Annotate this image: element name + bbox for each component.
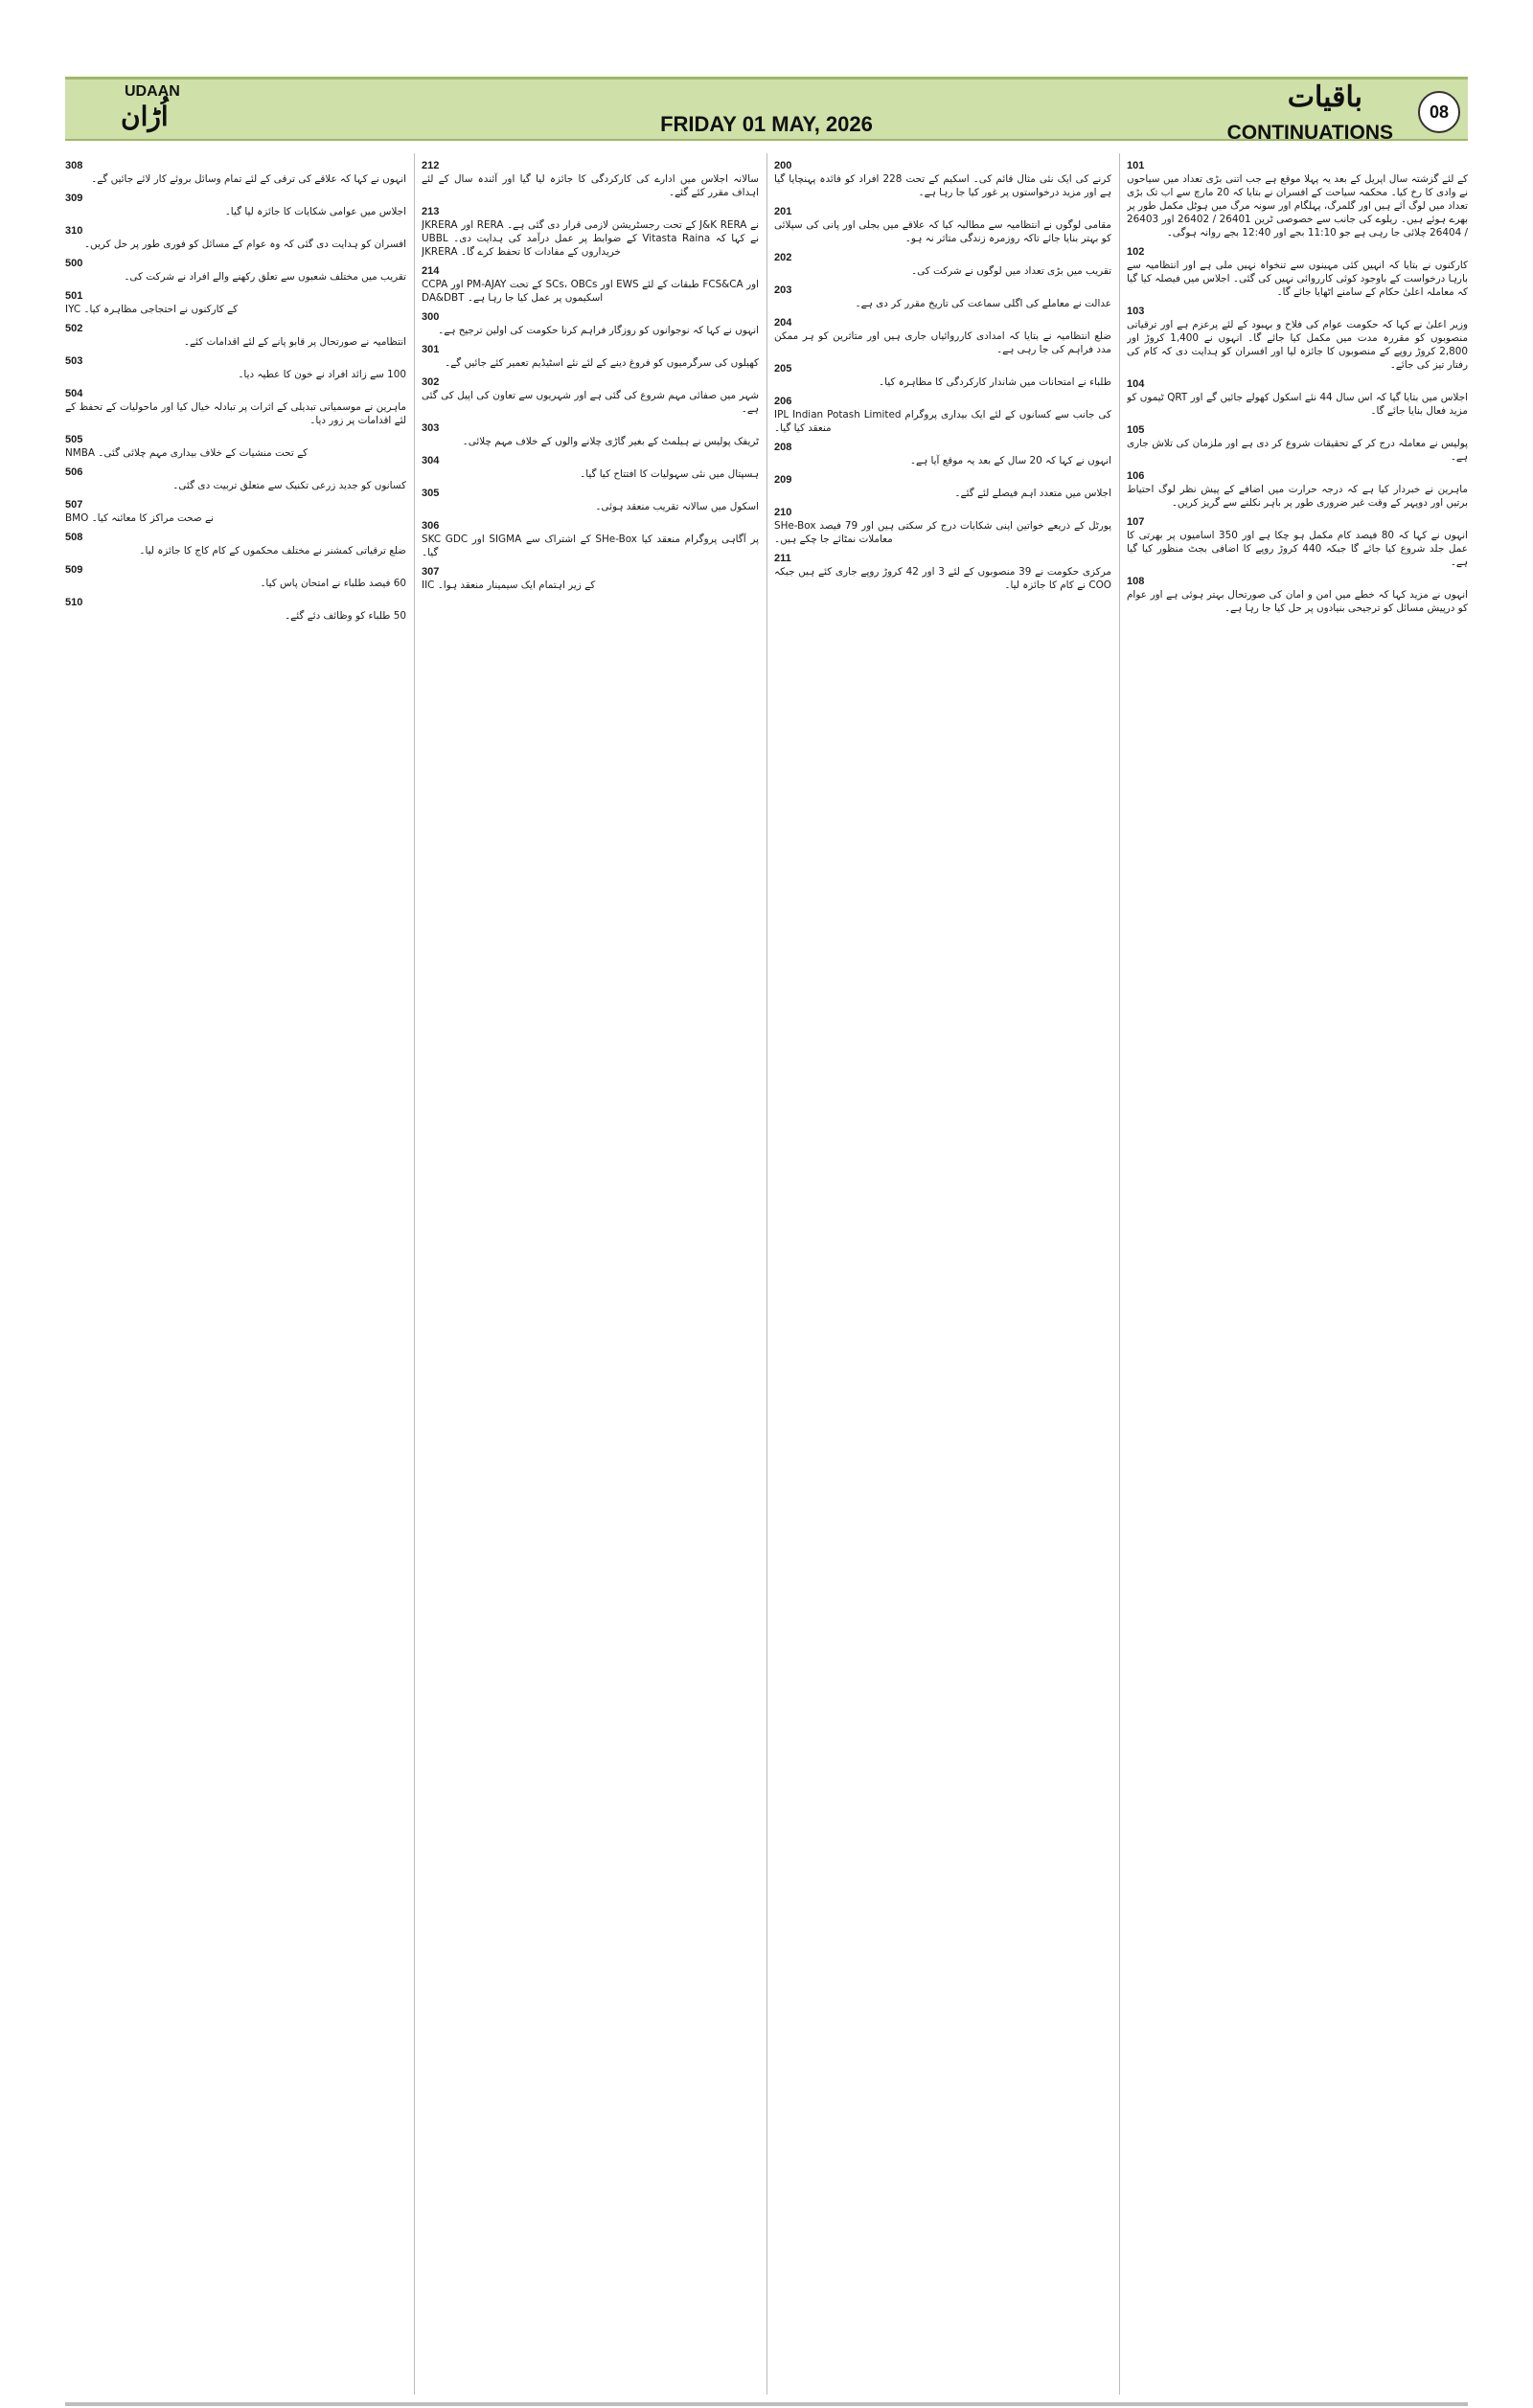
continuation-item: 505 NMBA کے تحت منشیات کے خلاف بیداری مہم چلائی گئی۔ bbox=[65, 434, 309, 459]
column-4 bbox=[65, 153, 406, 2395]
continuation-item: 303 ٹریفک پولیس نے ہیلمٹ کے بغیر گاڑی چلانے والوں کے خلاف مہم چلائی۔ bbox=[422, 422, 759, 447]
brand-name-urdu: اُڑان bbox=[121, 101, 169, 132]
continuation-item: 208 انہوں نے کہا کہ 20 سال کے بعد یہ موقع آیا ہے۔ bbox=[774, 442, 1111, 466]
continuation-item: 200 کرنے کی ایک نئی مثال قائم کی۔ اسکیم کے تحت 228 افراد کو فائدہ پہنچایا گیا ہے اور مزید درخواستوں پر غور کیا جا رہا ہے۔ bbox=[774, 160, 1111, 198]
section-title-english: CONTINUATIONS bbox=[1226, 122, 1393, 144]
continuation-item: 501 IYC کے کارکنوں نے احتجاجی مظاہرہ کیا۔ bbox=[65, 290, 239, 315]
continuation-item: 108 انہوں نے مزید کہا کہ خطے میں امن و امان کی صورتحال بہتر ہوئی ہے اور عوام کو درپیش مسائل کو ترجیحی بنیادوں پر حل کیا جا رہا ہے۔ bbox=[1127, 576, 1468, 614]
continuation-item: 506 کسانوں کو جدید زرعی تکنیک سے متعلق تربیت دی گئی۔ bbox=[65, 466, 406, 491]
continuation-item: 504 ماہرین نے موسمیاتی تبدیلی کے اثرات پر تبادلہ خیال کیا اور ماحولیات کے تحفظ کے لئے اقدامات پر زور دیا۔ bbox=[65, 388, 406, 426]
column-divider bbox=[414, 153, 415, 2395]
continuation-item: 500 تقریب میں مختلف شعبوں سے تعلق رکھنے والے افراد نے شرکت کی۔ bbox=[65, 258, 406, 283]
continuation-item: 503 100 سے زائد افراد نے خون کا عطیہ دیا۔ bbox=[65, 355, 406, 380]
continuation-item: 214 CCPA اور PM-AJAY کے تحت SCs، OBCs اور EWS طبقات کے لئے FCS&CA اور DA&DBT اسکیموں پر عمل کیا جا رہا ہے۔ bbox=[422, 265, 759, 304]
continuation-item: 210 SHe-Box پورٹل کے ذریعے خواتین اپنی شکایات درج کر سکتی ہیں اور 79 فیصد معاملات نمٹائے جا چکے ہیں۔ bbox=[774, 507, 1111, 545]
column-1 bbox=[1127, 153, 1468, 2395]
continuation-item: 201 مقامی لوگوں نے انتظامیہ سے مطالبہ کیا کہ علاقے میں بجلی اور پانی کی سپلائی کو بہتر بنایا جائے تاکہ روزمرہ زندگی متاثر نہ ہو۔ bbox=[774, 206, 1111, 244]
continuation-item: 307 IIC کے زیر اہتمام ایک سیمینار منعقد ہوا۔ bbox=[422, 566, 596, 591]
continuation-item: 304 ہسپتال میں نئی سہولیات کا افتتاح کیا گیا۔ bbox=[422, 455, 759, 480]
continuation-item: 206 IPL Indian Potash Limited کی جانب سے کسانوں کے لئے ایک بیداری پروگرام منعقد کیا گیا۔ bbox=[774, 396, 1111, 434]
continuation-item: 507 BMO نے صحت مراکز کا معائنہ کیا۔ bbox=[65, 499, 214, 524]
continuation-item: 102 کارکنوں نے بتایا کہ انہیں کئی مہینوں سے تنخواہ نہیں ملی ہے اور انتظامیہ سے بارہا درخواست کے باوجود کوئی کارروائی نہیں کی گئی۔ اجلاس میں فیصلہ کیا گیا کہ معاملہ اعلیٰ حکام کے سامنے اٹھایا جائے گا۔ bbox=[1127, 246, 1468, 298]
masthead bbox=[65, 77, 1468, 144]
column-2 bbox=[774, 153, 1111, 2395]
continuation-item: 211 مرکزی حکومت نے 39 منصوبوں کے لئے 3 اور 42 کروڑ روپے جاری کئے ہیں جبکہ COO نے کام کا جائزہ لیا۔ bbox=[774, 553, 1111, 591]
continuation-item: 302 شہر میں صفائی مہم شروع کی گئی ہے اور شہریوں سے تعاون کی اپیل کی گئی ہے۔ bbox=[422, 376, 759, 415]
continuation-item: 308 انہوں نے کہا کہ علاقے کی ترقی کے لئے تمام وسائل بروئے کار لائے جائیں گے۔ bbox=[65, 160, 406, 185]
continuation-item: 104 اجلاس میں بتایا گیا کہ اس سال 44 نئے اسکول کھولے جائیں گے اور QRT ٹیموں کو مزید فعال بنایا جائے گا۔ bbox=[1127, 378, 1468, 417]
continuation-item: 103 وزیر اعلیٰ نے کہا کہ حکومت عوام کی فلاح و بہبود کے لئے پرعزم ہے اور ترقیاتی منصوبوں کو مقررہ مدت میں مکمل کیا جائے گا۔ انہوں نے 1,400 کروڑ اور 2,800 کروڑ روپے کے منصوبوں کا جائزہ لیا اور افسران کو ہدایت دی کہ کام کی رفتار تیز کی جائے۔ bbox=[1127, 306, 1468, 371]
continuation-item: 204 ضلع انتظامیہ نے بتایا کہ امدادی کارروائیاں جاری ہیں اور متاثرین کو ہر ممکن مدد فراہم کی جا رہی ہے۔ bbox=[774, 317, 1111, 355]
continuation-item: 209 اجلاس میں متعدد اہم فیصلے لئے گئے۔ bbox=[774, 474, 1111, 499]
footer-rule bbox=[65, 2402, 1468, 2406]
publication-date: FRIDAY 01 MAY, 2026 bbox=[660, 112, 873, 136]
article-columns bbox=[65, 153, 1468, 2402]
continuation-item: 306 SKC GDC اور SIGMA کے اشتراک سے SHe-Box پر آگاہی پروگرام منعقد کیا گیا۔ bbox=[422, 520, 759, 558]
column-divider bbox=[1119, 153, 1120, 2395]
continuation-item: 509 60 فیصد طلباء نے امتحان پاس کیا۔ bbox=[65, 564, 406, 589]
continuation-item: 101 کے لئے گزشتہ سال اپریل کے بعد یہ پہلا موقع ہے جب اتنی بڑی تعداد میں سیاحوں نے وادی کا رخ کیا۔ محکمہ سیاحت کے افسران نے بتایا کہ 20 مارچ سے اب تک بڑی تعداد میں لوگ آئے ہیں اور گلمرگ، پہلگام اور سونہ مرگ میں ہوٹل مکمل طور پر بھرے ہوئے ہیں۔ ریلوے کی جانب سے خصوصی ٹرین 26401 / 26402 اور 26403 / 26404 چلائی جا رہی ہے جو 11:10 بجے اور 12:40 بجے روانہ ہوگی۔ bbox=[1127, 160, 1468, 239]
page-number-badge: 08 bbox=[1418, 91, 1460, 133]
continuation-item: 106 ماہرین نے خبردار کیا ہے کہ درجہ حرارت میں اضافے کے پیش نظر لوگ احتیاط برتیں اور دوپہر کے وقت غیر ضروری طور پر باہر نکلنے سے گریز کریں۔ bbox=[1127, 470, 1468, 509]
continuation-item: 310 افسران کو ہدایت دی گئی کہ وہ عوام کے مسائل کو فوری طور پر حل کریں۔ bbox=[65, 225, 406, 250]
continuation-item: 301 کھیلوں کی سرگرمیوں کو فروغ دینے کے لئے نئے اسٹیڈیم تعمیر کئے جائیں گے۔ bbox=[422, 344, 759, 369]
continuation-item: 212 سالانہ اجلاس میں ادارے کی کارکردگی کا جائزہ لیا گیا اور آئندہ سال کے لئے اہداف مقرر کئے گئے۔ bbox=[422, 160, 759, 198]
continuation-item: 107 انہوں نے کہا کہ 80 فیصد کام مکمل ہو چکا ہے اور 350 اسامیوں پر بھرتی کا عمل جلد شروع کیا جائے گا جبکہ 440 کروڑ روپے کا اضافی بجٹ منظور کیا گیا ہے۔ bbox=[1127, 516, 1468, 568]
continuation-item: 305 اسکول میں سالانہ تقریب منعقد ہوئی۔ bbox=[422, 488, 759, 512]
continuation-item: 508 ضلع ترقیاتی کمشنر نے مختلف محکموں کے کام کاج کا جائزہ لیا۔ bbox=[65, 532, 406, 557]
column-divider bbox=[766, 153, 767, 2395]
continuation-item: 300 انہوں نے کہا کہ نوجوانوں کو روزگار فراہم کرنا حکومت کی اولین ترجیح ہے۔ bbox=[422, 311, 759, 336]
continuation-item: 205 طلباء نے امتحانات میں شاندار کارکردگی کا مظاہرہ کیا۔ bbox=[774, 363, 1111, 388]
continuation-item: 502 انتظامیہ نے صورتحال پر قابو پانے کے لئے اقدامات کئے۔ bbox=[65, 323, 406, 348]
brand-name-english: UDAAN bbox=[125, 83, 180, 100]
continuation-item: 510 50 طلباء کو وظائف دئے گئے۔ bbox=[65, 597, 406, 622]
continuation-item: 213 JKRERA اور RERA کے تحت رجسٹریشن لازمی قرار دی گئی ہے۔ J&K RERA نے UBBL کے ضوابط پر عمل درآمد کی ہدایت دی۔ Vitasta Raina نے کہا کہ JKRERA خریداروں کے مفادات کا تحفظ کرے گا۔ bbox=[422, 206, 759, 258]
continuation-item: 202 تقریب میں بڑی تعداد میں لوگوں نے شرکت کی۔ bbox=[774, 252, 1111, 277]
section-title-urdu: باقیات bbox=[1287, 80, 1362, 114]
column-3 bbox=[422, 153, 759, 2395]
continuation-item: 309 اجلاس میں عوامی شکایات کا جائزہ لیا گیا۔ bbox=[65, 193, 406, 217]
continuation-item: 105 پولیس نے معاملہ درج کر کے تحقیقات شروع کر دی ہے اور ملزمان کی تلاش جاری ہے۔ bbox=[1127, 424, 1468, 463]
continuation-item: 203 عدالت نے معاملے کی اگلی سماعت کی تاریخ مقرر کر دی ہے۔ bbox=[774, 284, 1111, 309]
